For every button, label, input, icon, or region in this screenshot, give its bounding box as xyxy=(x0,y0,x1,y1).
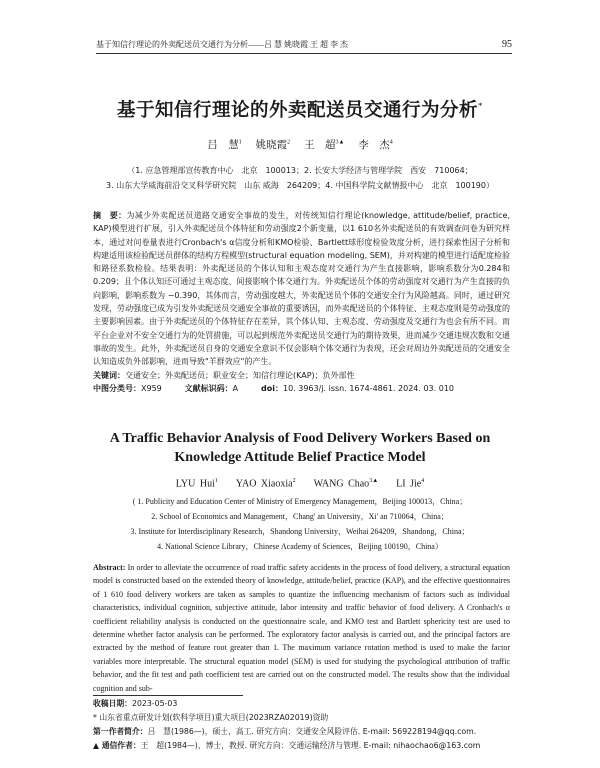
abstract-label: 摘 要： xyxy=(93,211,127,220)
footnote-received xyxy=(93,697,512,711)
author-name: WANG Chao xyxy=(313,478,370,490)
page-number: 95 xyxy=(502,38,512,50)
affiliation-line: 2. School of Economics and Management，Chang' an University，Xi' an 710064，China； xyxy=(151,512,449,521)
english-title xyxy=(70,429,530,467)
footnote-rule xyxy=(93,695,243,696)
affiliation-line: （1. 应急管理部宣传教育中心 北京 100013；2. 长安大学经济与管理学院 西安 710064； xyxy=(127,166,473,175)
author-affil-mark: 4 xyxy=(421,478,425,484)
author-affil-mark: 3▲ xyxy=(369,478,379,484)
english-affiliations xyxy=(80,494,520,554)
affiliation-line: 3. Institute for Interdisciplinary Research，Shandong University，Weihai 264209，Shandong，China； xyxy=(130,527,470,536)
affiliation-line: ( 1. Publicity and Education Center of Ministry of Emergency Management，Beijing 100013，China； xyxy=(132,497,468,506)
footnote-text: 2023-05-03 xyxy=(131,699,178,708)
footnote-label: ▲ 通信作者： xyxy=(93,741,141,750)
abstract-text: In order to alleviate the occurrence of road traffic safety accidents in the process of food delivery, a structural equation model is constructed based on the extended theory of knowledge, attitude/belief, practice (KAP), and the effective questionnaires of 1 610 food delivery workers are taken as samples to quantize the influencing mechanism of factors such as individual characteristics, individual cognition, subjective attitude, labor intensity and traffic behavior of food delivery. A Cronbach's α coefficient reliability analysis is conducted on the questionnaire scale, and KMO test and Bartlett sphericity test are used to determine whether factor analysis can be performed. The exploratory factor analysis is carried out, and the principal factors are extracted by the method of feature root greater than 1. The maximum variance rotation method is used to make the factor variables more interpretable. The structural equation model (SEM) is used for studying the psychological attribution of traffic behavior, and the fit test and path coefficient test are carried out on the constructed model. The results show that the individual cognition and sub- xyxy=(93,563,510,693)
author-name: YAO Xiaoxia xyxy=(235,478,293,490)
author-name: LI Jie xyxy=(396,478,422,490)
footnote-text: 王 超(1984—)，博士，教授. 研究方向：交通运输经济与管理. E-mail: nihaochao6@163.com xyxy=(140,741,481,750)
keywords-label: 关键词： xyxy=(93,370,125,380)
keywords-text: 交通安全；外卖配送员；职业安全；知信行理论(KAP)；负外部性 xyxy=(125,370,355,380)
running-header-title: 基于知信行理论的外卖配送员交通行为分析——吕 慧 姚晓霞 王 超 李 杰 xyxy=(96,39,348,49)
footnotes xyxy=(93,697,512,753)
footnote-label: 收稿日期： xyxy=(93,699,132,708)
author-name: LYU Hui xyxy=(175,478,215,490)
abstract-text: 为减少外卖配送员道路交通安全事故的发生，对传统知信行理论(knowledge, attitude/belief, practice, KAP)模型进行扩展，引入外卖配送员个体特征和劳动强度2个新变量，以1 610名外卖配送员的有效调查问卷为研究样本，通过对问卷量表进行Cronbach's α信度分析和KMO检验、Bartlett球形度检验效度分析，进行探索性因子分析和构建适用该检验配送员群体的结构方程模型(structural equation modeling, SEM)，并对构建的模型进行适配度检验和路径系数检验。结果表明：外卖配送员的个体认知和主观态度对交通行为产生直接影响，影响系数分为0.284和0.209；且个体认知还可通过主观态度、间接影响个体交通行为。外卖配送员个体的劳动强度对交通行为产生直接的负向影响，影响系数为 −0.390，其体而言，劳动强度越大，外卖配送员个体的交通安全行为风险越高。同时，通过研究发现，劳动强度已成为引发外卖配送员交通安全事故的重要诱因，而外卖配送员的个体特征、主观态度则是劳动强度的主要影响因素。由于外卖配送员的个体特征存在差异，其个体认知、主观态度、劳动强度及交通行为也会有所不同。而平台企业对不安全交通行为的处罚措施，可以起到规范外卖配送员交通行为的期待效果，进而减少交通违规次数和交通事故的发生。此外，外卖配送员自身的交通安全意识不仅会影响个体交通行为表现，还会对周边外卖配送员的交通安全认知造成负外部影响，进而导致"羊群效应"的产生。 xyxy=(93,211,511,367)
footnote-first-author xyxy=(93,725,512,739)
chinese-title-text: 基于知信行理论的外卖配送员交通行为分析 xyxy=(116,101,478,121)
keywords-line xyxy=(93,369,510,382)
chinese-abstract xyxy=(93,209,510,395)
abstract-paragraph xyxy=(93,209,510,369)
author-affil-mark: 4 xyxy=(389,139,393,146)
running-header xyxy=(96,37,512,51)
affiliation-line: 4. National Science Library，Chinese Academy of Sciences，Beijing 100190，China） xyxy=(157,542,443,551)
doc-code-label: 文献标识码： xyxy=(184,383,233,393)
chinese-title xyxy=(60,96,540,122)
author-name: 李 杰 xyxy=(358,140,390,151)
english-title-line: A Traffic Behavior Analysis of Food Delivery Workers Based on xyxy=(109,431,491,446)
footnote-funding xyxy=(93,711,512,725)
abstract-label: Abstract: xyxy=(93,563,126,572)
author-affil-mark: 1 xyxy=(238,139,242,146)
title-footnote-mark: * xyxy=(478,100,483,111)
doi-value: 10. 3963/j. issn. 1674-4861. 2024. 03. 010 xyxy=(282,383,454,393)
clc-label: 中图分类号： xyxy=(93,383,141,393)
classification-line xyxy=(93,382,510,395)
author-affil-mark: 1 xyxy=(214,478,218,484)
chinese-authors xyxy=(60,137,540,152)
english-abstract xyxy=(93,561,510,695)
header-rule xyxy=(96,53,512,54)
chinese-affiliations xyxy=(80,163,520,193)
english-title-line: Knowledge Attitude Belief Practice Model xyxy=(174,450,426,465)
clc-value: X959 xyxy=(141,383,162,393)
english-authors xyxy=(60,478,540,489)
affiliation-line: 3. 山东大学威海前沿交叉科学研究院 山东 威海 264209；4. 中国科学院文献情报中心 北京 100190） xyxy=(106,181,494,190)
footnote-label: 第一作者简介： xyxy=(93,727,148,736)
author-name: 王 超 xyxy=(303,140,336,151)
author-name: 姚晓霞 xyxy=(255,140,288,151)
author-name: 吕 慧 xyxy=(207,140,239,151)
author-affil-mark: 2 xyxy=(292,478,296,484)
footnote-label: * 山东省重点研发计划(软科学项目)重大项目(2023RZA02019)资助 xyxy=(93,713,329,722)
doc-code-value: A xyxy=(232,383,239,393)
author-affil-mark: 3▲ xyxy=(335,139,345,146)
author-affil-mark: 2 xyxy=(287,139,291,146)
footnote-corresponding-author xyxy=(93,739,512,753)
doi-label: doi： xyxy=(261,383,283,393)
footnote-text: 吕 慧(1986—)，硕士，高工. 研究方向：交通安全风险评估. E-mail: 569228194@qq.com. xyxy=(147,727,477,736)
